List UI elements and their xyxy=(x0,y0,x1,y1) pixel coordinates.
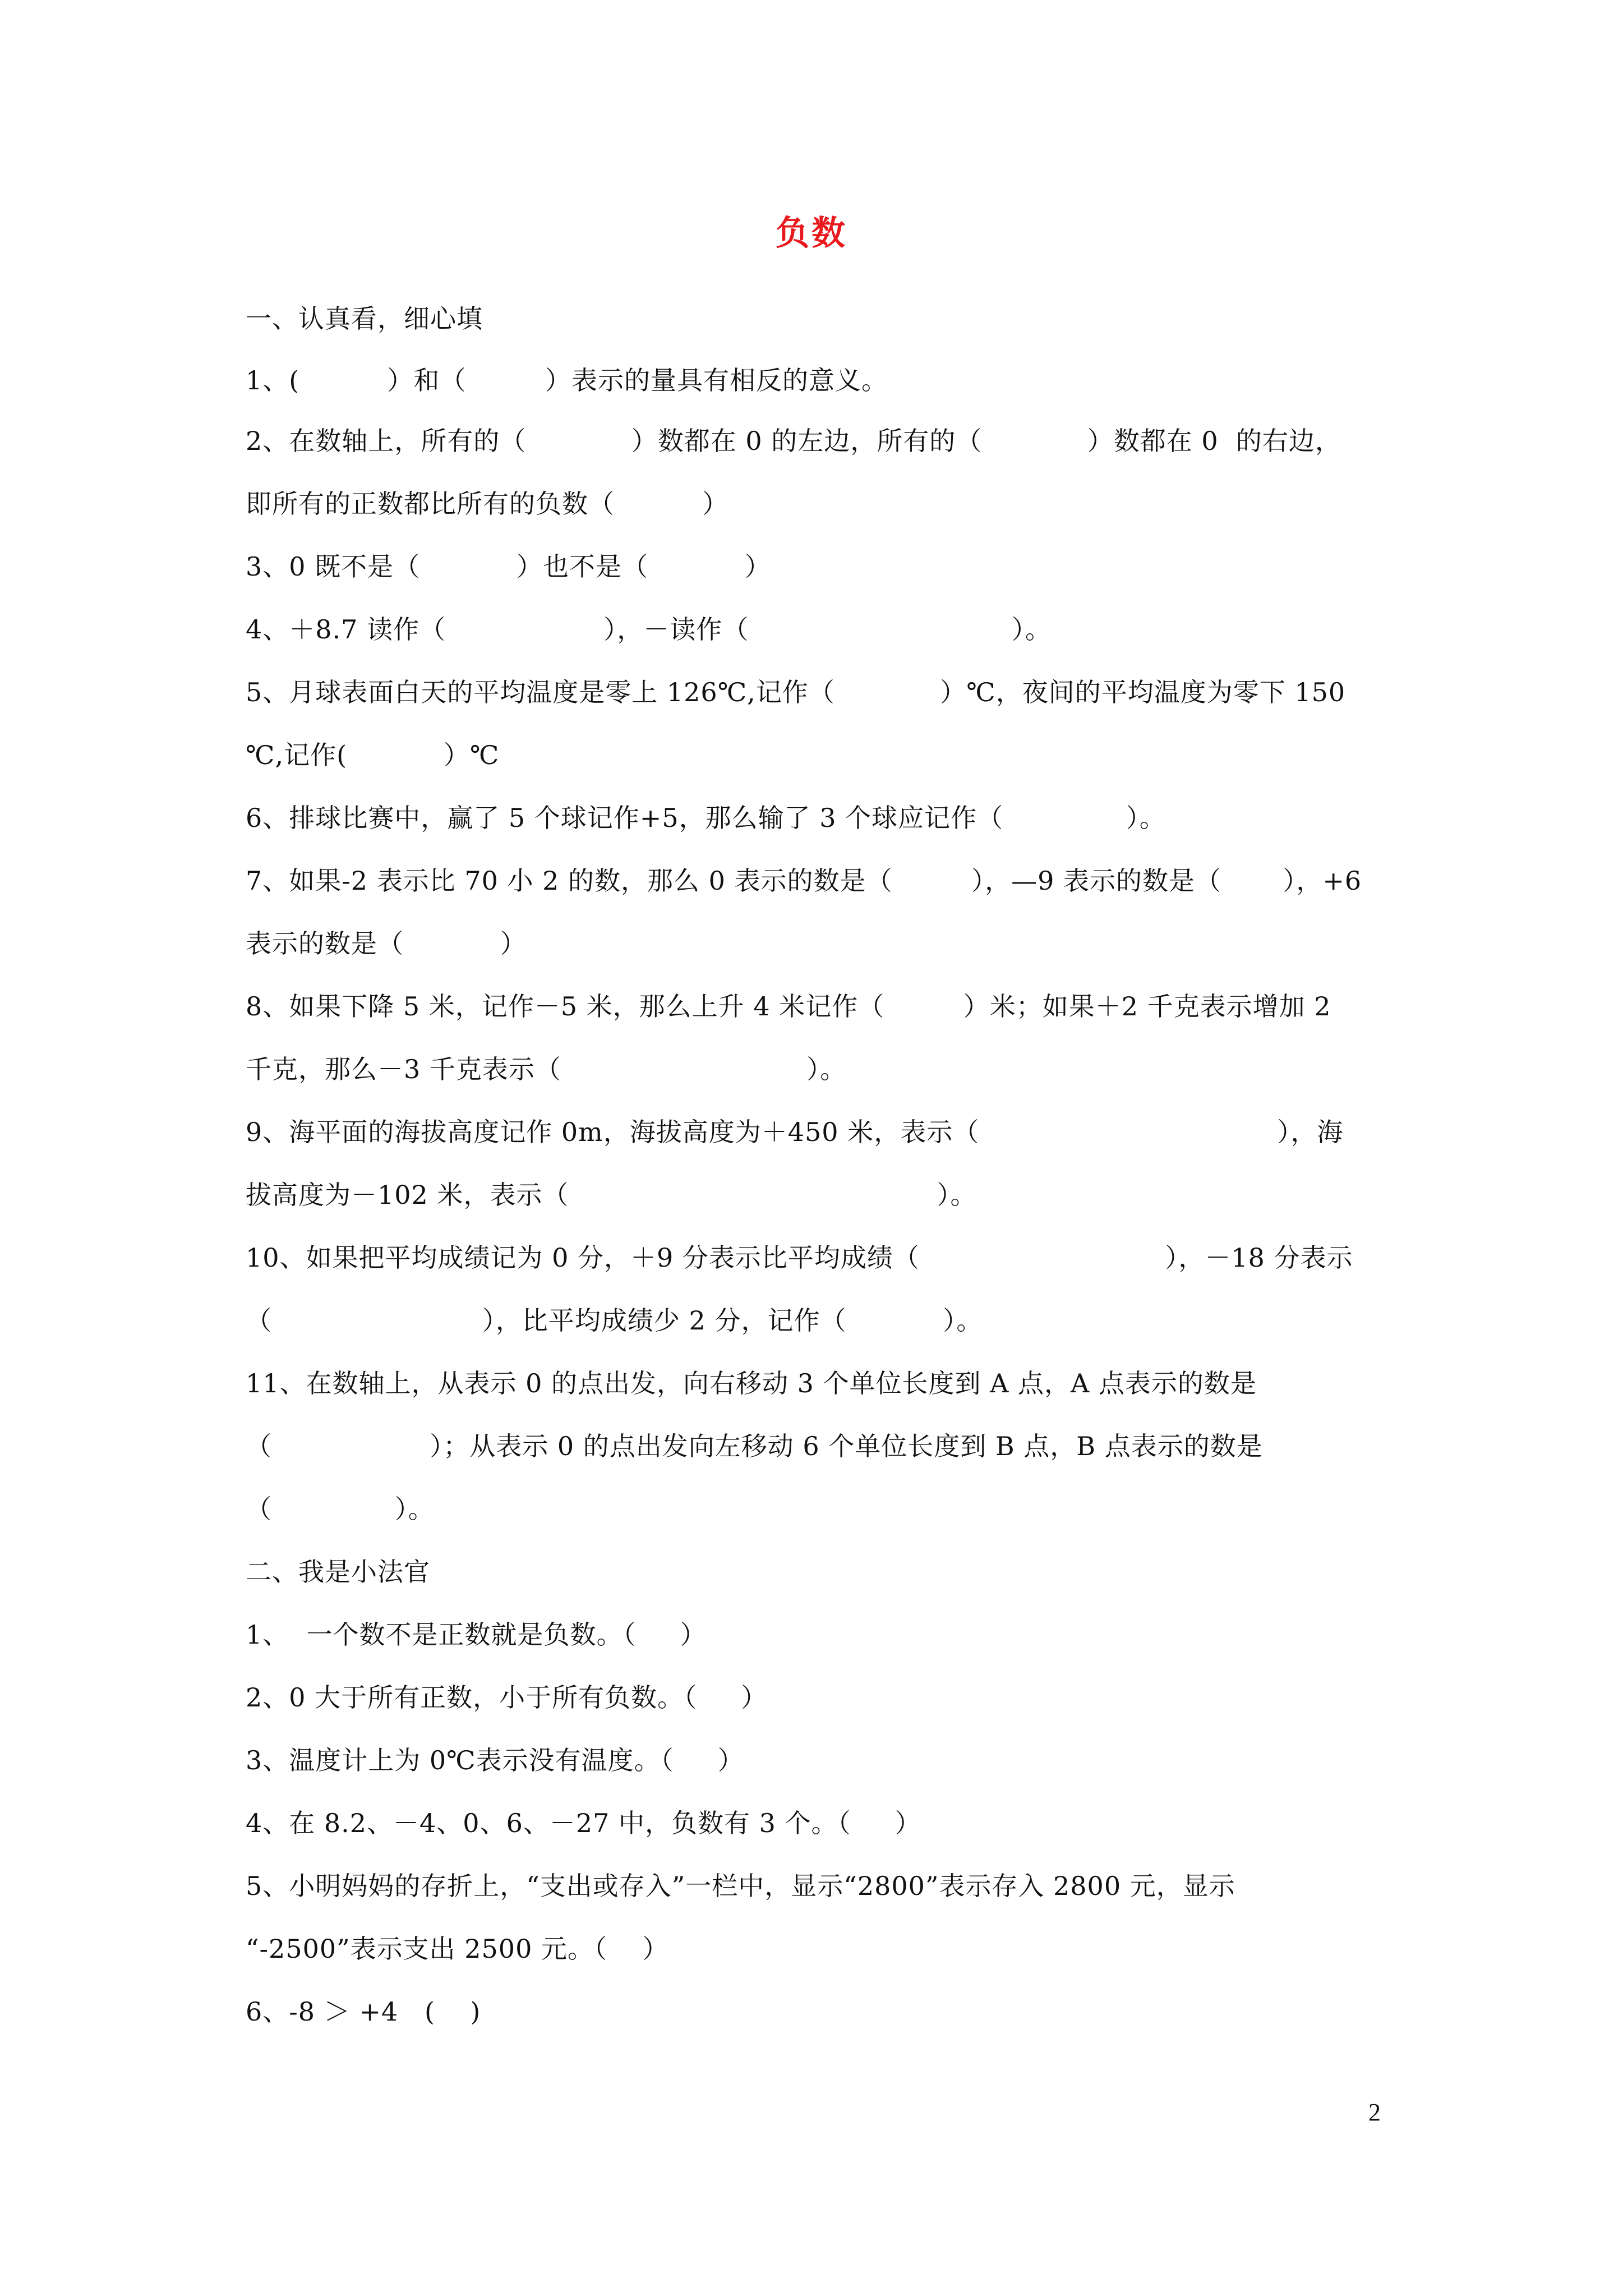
question-line: 6、排球比赛中，赢了 5 个球记作+5，那么输了 3 个球应记作（ ）。 xyxy=(246,803,1166,833)
judgement-line: 3、温度计上为 0℃表示没有温度。（ ） xyxy=(246,1745,744,1775)
question-line: 千克，那么－3 千克表示（ ）。 xyxy=(246,1054,847,1084)
question-line: 即所有的正数都比所有的负数（ ） xyxy=(246,489,729,519)
question-line: 表示的数是（ ） xyxy=(246,928,527,959)
section-2-heading: 二、我是小法官 xyxy=(246,1557,430,1587)
question-line: 拔高度为－102 米，表示（ ）。 xyxy=(246,1180,977,1210)
question-line: 9、海平面的海拔高度记作 0m，海拔高度为＋450 米，表示（ ），海 xyxy=(246,1117,1344,1147)
question-line: （ ）。 xyxy=(246,1494,435,1524)
question-line: 1、( ）和（ ）表示的量具有相反的意义。 xyxy=(246,365,888,395)
question-line: （ ），比平均成绩少 2 分，记作（ ）。 xyxy=(246,1305,983,1336)
question-line: 11、在数轴上，从表示 0 的点出发，向右移动 3 个单位长度到 A 点，A 点表示的数是 xyxy=(246,1368,1257,1398)
page-title: 负数 xyxy=(776,214,847,253)
question-line: 2、在数轴上，所有的（ ）数都在 0 的左边，所有的（ ）数都在 0 的右边， xyxy=(246,426,1341,456)
question-line: 7、如果-2 表示比 70 小 2 的数，那么 0 表示的数是（ ），—9 表示的数是（ ），+6 xyxy=(246,866,1362,896)
judgement-line: 1、 一个数不是正数就是负数。（ ） xyxy=(246,1619,707,1650)
judgement-line: 2、0 大于所有正数，小于所有负数。（ ） xyxy=(246,1682,768,1713)
judgement-line: 6、-8 ＞ +4 ( ) xyxy=(246,1996,481,2027)
question-line: 5、月球表面白天的平均温度是零上 126℃,记作（ ）℃，夜间的平均温度为零下 150 xyxy=(246,677,1346,707)
page-number: 2 xyxy=(1368,2099,1381,2126)
question-line: 8、如果下降 5 米，记作－5 米，那么上升 4 米记作（ ）米；如果＋2 千克表示增加 2 xyxy=(246,991,1331,1022)
question-line: ℃,记作( ）℃ xyxy=(246,740,500,770)
question-line: 3、0 既不是（ ）也不是（ ） xyxy=(246,551,771,582)
judgement-line: 4、在 8.2、－4、0、6、－27 中，负数有 3 个。（ ） xyxy=(246,1808,921,1838)
judgement-line: 5、小明妈妈的存折上，“支出或存入”一栏中，显示“2800”表示存入 2800 元，显示 xyxy=(246,1871,1235,1901)
section-1-heading: 一、认真看，细心填 xyxy=(246,303,483,334)
question-line: 4、＋8.7 读作（ ），－读作（ ）。 xyxy=(246,614,1052,645)
question-line: 10、如果把平均成绩记为 0 分，＋9 分表示比平均成绩（ ），－18 分表示 xyxy=(246,1243,1353,1273)
question-line: （ ）；从表示 0 的点出发向左移动 6 个单位长度到 B 点，B 点表示的数是 xyxy=(246,1431,1263,1461)
judgement-line: “-2500”表示支出 2500 元。（ ） xyxy=(246,1934,669,1964)
